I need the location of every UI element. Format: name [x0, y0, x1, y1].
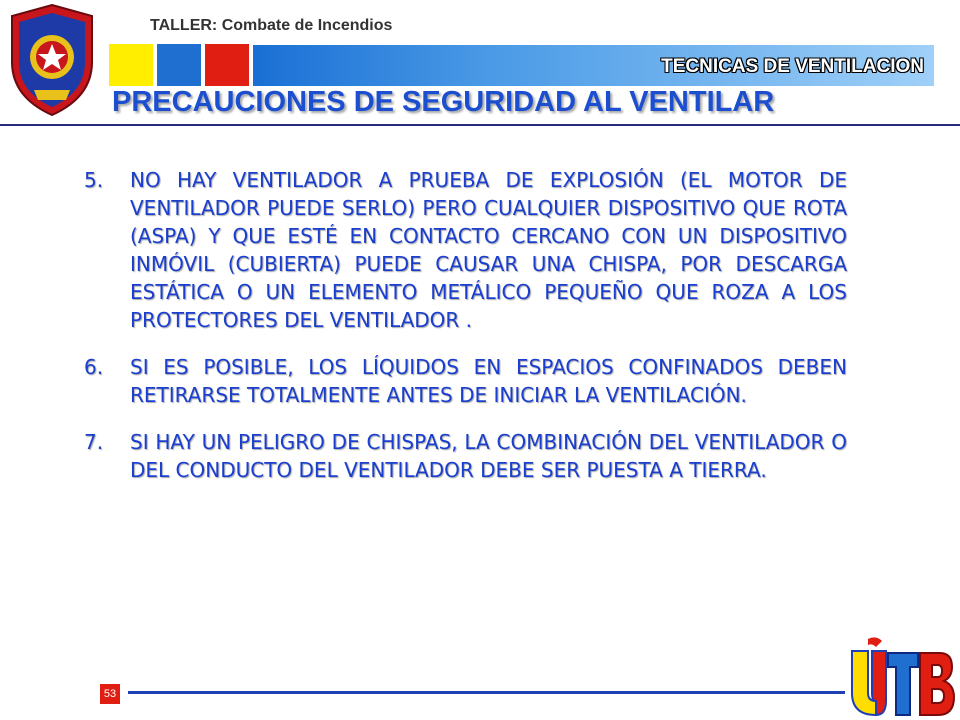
precautions-list — [84, 166, 847, 503]
item-text: NO HAY VENTILADOR A PRUEBA DE EXPLOSIÓN (EL MOTOR DE VENTILADOR PUEDE SERLO) PERO CUALQUIER DISPOSITIVO QUE ROTA (ASPA) Y QUE ESTÉ EN CONTACTO CERCANO CON UN DISPOSITIVO INMÓVIL (CUBIERTA) PUEDE CAUSAR UNA CHISPA, POR DESCARGA ESTÁTICA O UN ELEMENTO METÁLICO PEQUEÑO QUE ROZA A LOS PROTECTORES DEL VENTILADOR . — [130, 168, 847, 332]
workshop-title: TALLER: Combate de Incendios — [150, 17, 393, 34]
page-number: 53 — [100, 684, 120, 704]
item-text: SI HAY UN PELIGRO DE CHISPAS, LA COMBINACIÓN DEL VENTILADOR O DEL CONDUCTO DEL VENTILADOR DEBE SER PUESTA A TIERRA. — [130, 430, 847, 482]
footer-divider — [128, 691, 845, 694]
section-title: TECNICAS DE VENTILACION — [661, 56, 924, 77]
list-item — [84, 353, 847, 409]
item-number: 6. — [84, 355, 104, 379]
item-number: 5. — [84, 168, 104, 192]
slide-title: PRECAUCIONES DE SEGURIDAD AL VENTILAR — [112, 86, 775, 118]
header-divider — [0, 124, 960, 126]
utb-logo-icon — [846, 635, 956, 717]
red-block — [205, 44, 249, 86]
fire-department-emblem-icon — [4, 2, 100, 118]
list-item — [84, 166, 847, 334]
list-item — [84, 428, 847, 484]
yellow-block — [109, 44, 153, 86]
item-number: 7. — [84, 430, 104, 454]
blue-block — [157, 44, 201, 86]
item-text: SI ES POSIBLE, LOS LÍQUIDOS EN ESPACIOS CONFINADOS DEBEN RETIRARSE TOTALMENTE ANTES DE INICIAR LA VENTILACIÓN. — [130, 355, 847, 407]
